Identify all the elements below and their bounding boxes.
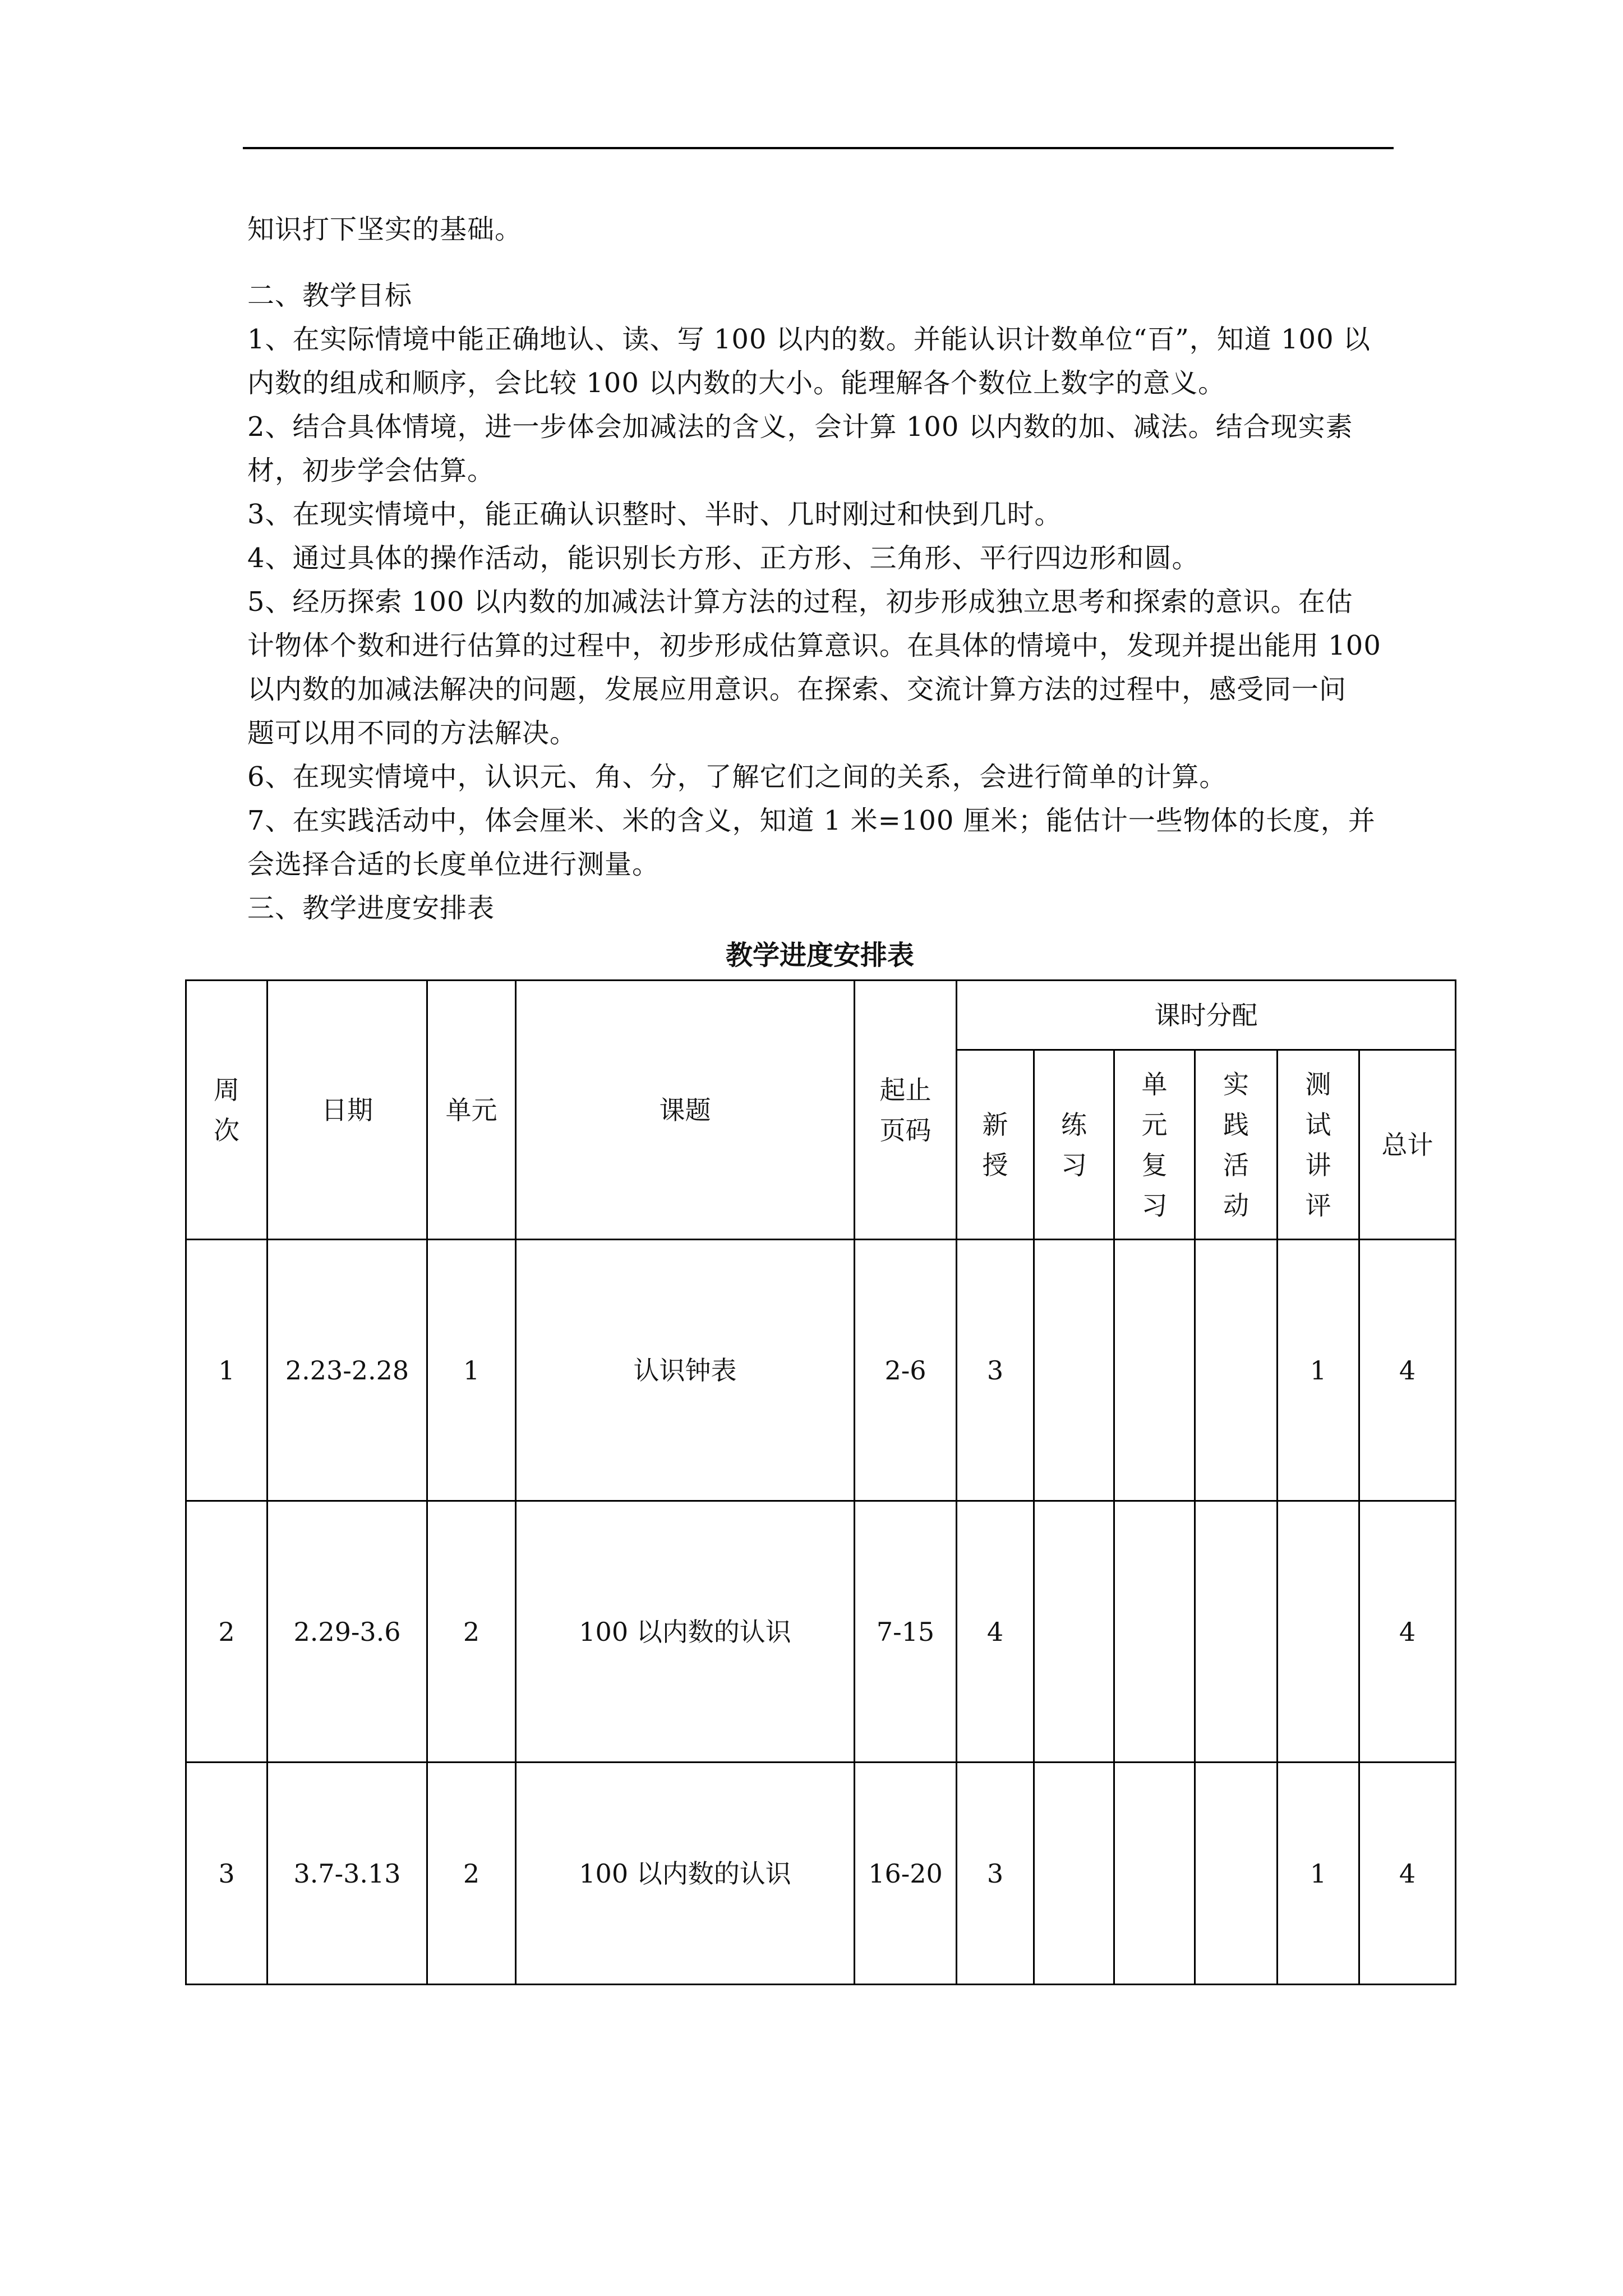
- cell-unit: 2: [427, 1763, 516, 1985]
- cell-unit: 2: [427, 1501, 516, 1763]
- cell-test-review: 1: [1278, 1763, 1359, 1985]
- cell-unit-review: [1114, 1501, 1195, 1763]
- cell-date: 2.23-2.28: [268, 1240, 427, 1501]
- objective-line: 会选择合适的长度单位进行测量。: [247, 849, 660, 880]
- cell-unit-review: [1114, 1763, 1195, 1985]
- document-body: [247, 208, 1394, 930]
- header-unit: 单元: [427, 981, 516, 1240]
- cell-unit-review: [1114, 1240, 1195, 1501]
- cell-practical-activity: [1195, 1763, 1278, 1985]
- objective-line: 以内数的加减法解决的问题，发展应用意识。在探索、交流计算方法的过程中，感受同一问: [247, 674, 1347, 705]
- cell-test-review: 1: [1278, 1240, 1359, 1501]
- header-practice: 练习: [1034, 1050, 1114, 1240]
- continuation-line: 知识打下坚实的基础。: [247, 214, 523, 245]
- header-week: 周次: [186, 981, 268, 1240]
- header-allocation: 课时分配: [957, 981, 1456, 1050]
- cell-practice: [1034, 1763, 1114, 1985]
- objective-line: 4、通过具体的操作活动，能识别长方形、正方形、三角形、平行四边形和圆。: [247, 542, 1200, 574]
- table-caption: 教学进度安排表: [725, 940, 914, 971]
- cell-total: 4: [1359, 1240, 1456, 1501]
- cell-practical-activity: [1195, 1501, 1278, 1763]
- cell-total: 4: [1359, 1763, 1456, 1985]
- cell-topic: 认识钟表: [516, 1240, 855, 1501]
- table-row: [186, 1501, 1456, 1763]
- cell-week: 1: [186, 1240, 268, 1501]
- header-pages: 起止页码: [855, 981, 957, 1240]
- objective-line: 3、在现实情境中，能正确认识整时、半时、几时刚过和快到几时。: [247, 499, 1062, 530]
- cell-unit: 1: [427, 1240, 516, 1501]
- schedule-table: [185, 979, 1456, 1985]
- objective-line: 1、在实际情境中能正确地认、读、写 100 以内的数。并能认识计数单位“百”，知道 100 以: [247, 324, 1371, 355]
- cell-practical-activity: [1195, 1240, 1278, 1501]
- objective-line: 材，初步学会估算。: [247, 455, 495, 486]
- cell-date: 2.29-3.6: [268, 1501, 427, 1763]
- cell-week: 2: [186, 1501, 268, 1763]
- section-heading-schedule: 三、教学进度安排表: [247, 892, 495, 924]
- objective-line: 2、结合具体情境，进一步体会加减法的含义，会计算 100 以内数的加、减法。结合现实素: [247, 411, 1353, 443]
- cell-pages: 7-15: [855, 1501, 957, 1763]
- objective-line: 计物体个数和进行估算的过程中，初步形成估算意识。在具体的情境中，发现并提出能用 100: [247, 630, 1381, 661]
- cell-pages: 2-6: [855, 1240, 957, 1501]
- header-rule: [243, 147, 1394, 149]
- cell-topic: 100 以内数的认识: [516, 1763, 855, 1985]
- section-heading-objectives: 二、教学目标: [247, 280, 413, 311]
- header-date: 日期: [268, 981, 427, 1240]
- objective-line: 题可以用不同的方法解决。: [247, 717, 578, 749]
- objective-line: 7、在实践活动中，体会厘米、米的含义，知道 1 米=100 厘米；能估计一些物体的长度，并: [247, 805, 1376, 836]
- header-unit-review: 单元复习: [1114, 1050, 1195, 1240]
- cell-date: 3.7-3.13: [268, 1763, 427, 1985]
- table-row: [186, 1763, 1456, 1985]
- cell-practice: [1034, 1240, 1114, 1501]
- header-test-review: 测试讲评: [1278, 1050, 1359, 1240]
- cell-new-lesson: 3: [957, 1763, 1034, 1985]
- cell-week: 3: [186, 1763, 268, 1985]
- header-new-lesson: 新授: [957, 1050, 1034, 1240]
- table-row: [186, 1240, 1456, 1501]
- cell-test-review: [1278, 1501, 1359, 1763]
- cell-pages: 16-20: [855, 1763, 957, 1985]
- cell-practice: [1034, 1501, 1114, 1763]
- header-topic: 课题: [516, 981, 855, 1240]
- objective-line: 内数的组成和顺序，会比较 100 以内数的大小。能理解各个数位上数字的意义。: [247, 367, 1226, 399]
- cell-new-lesson: 3: [957, 1240, 1034, 1501]
- header-total: 总计: [1359, 1050, 1456, 1240]
- cell-total: 4: [1359, 1501, 1456, 1763]
- cell-topic: 100 以内数的认识: [516, 1501, 855, 1763]
- cell-new-lesson: 4: [957, 1501, 1034, 1763]
- objective-line: 6、在现实情境中，认识元、角、分，了解它们之间的关系，会进行简单的计算。: [247, 761, 1227, 793]
- objective-line: 5、经历探索 100 以内数的加减法计算方法的过程，初步形成独立思考和探索的意识。在估: [247, 586, 1353, 618]
- header-practical-activity: 实践活动: [1195, 1050, 1278, 1240]
